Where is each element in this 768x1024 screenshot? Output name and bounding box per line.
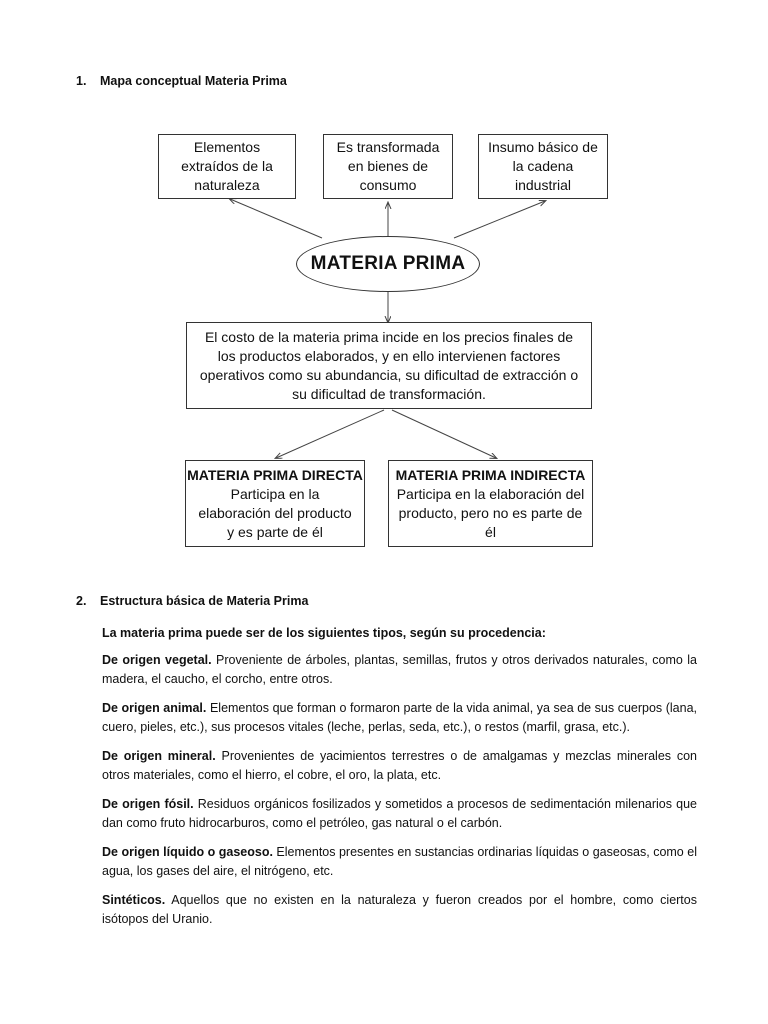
box-costo (186, 322, 592, 409)
item-liquido (102, 843, 697, 881)
arrow-to-indirect-box (392, 410, 496, 458)
arrow-to-direct-box (276, 410, 384, 458)
item-mineral-term: De origen mineral. (102, 749, 216, 763)
item-vegetal-term: De origen vegetal. (102, 653, 212, 667)
item-sinteticos (102, 891, 697, 929)
item-fosil-desc: Residuos orgánicos fosilizados y sometidos a procesos de sedimentación milenarios que dan como fruto hidrocarburos, como el petróleo, gas natural o el carbón. (102, 797, 698, 830)
box-directa (185, 460, 365, 547)
section2-intro (102, 624, 697, 643)
box-indirecta-title: MATERIA PRIMA INDIRECTA (395, 466, 586, 483)
box-indirecta (388, 460, 593, 547)
item-vegetal (102, 651, 697, 689)
materia-prima-ellipse (296, 236, 480, 292)
section2-heading (76, 594, 308, 608)
box-directa-title: MATERIA PRIMA DIRECTA (187, 466, 363, 483)
section1-number: 1. (76, 74, 87, 88)
box-elementos-text: Elementos extraídos de la naturaleza (181, 139, 273, 193)
box-elementos (158, 134, 296, 199)
item-animal-desc: Elementos que forman o formaron parte de la vida animal, ya sea de sus cuerpos (lana, cuero, pieles, etc.), sus procesos vitales (leche, perlas, seda, etc.), o restos (marfil, grasa, etc.). (102, 701, 698, 734)
item-mineral-desc: Provenientes de yacimientos terrestres o de amalgamas y mezclas minerales con otros materiales, como el hierro, el cobre, el oro, la plata, etc. (102, 749, 697, 782)
arrow-to-right-box (454, 201, 545, 238)
box-indirecta-text: Participa en la elaboración del producto, pero no es parte de él (396, 485, 585, 540)
item-sinteticos-desc: Aquellos que no existen en la naturaleza y fueron creados por el hombre, como ciertos isótopos del Uranio. (102, 893, 697, 926)
box-transformada (323, 134, 453, 199)
section2-number: 2. (76, 594, 87, 608)
item-animal (102, 699, 697, 737)
box-directa-text: Participa en la elaboración del producto y es parte de él (198, 485, 352, 540)
arrow-to-left-box (230, 199, 322, 238)
box-costo-text: El costo de la materia prima incide en los precios finales de los productos elaborados, y en ello intervienen factores operativos como su abundancia, su dificultad de extracción o su dificultad de transformación. (199, 328, 579, 402)
item-sinteticos-term: Sintéticos. (102, 893, 166, 907)
item-animal-term: De origen animal. (102, 701, 207, 715)
item-fosil-term: De origen fósil. (102, 797, 194, 811)
section2-title: Estructura básica de Materia Prima (100, 594, 309, 608)
box-insumo-text: Insumo básico de la cadena industrial (488, 139, 598, 193)
item-mineral (102, 747, 697, 785)
item-liquido-term: De origen líquido o gaseoso. (102, 845, 273, 859)
item-liquido-desc: Elementos presentes en sustancias ordinarias líquidas o gaseosas, como el agua, los gases del aire, el nitrógeno, etc. (102, 845, 697, 878)
box-transformada-text: Es transformada en bienes de consumo (336, 139, 440, 193)
materia-prima-label: MATERIA PRIMA (310, 253, 466, 274)
section1-title: Mapa conceptual Materia Prima (100, 74, 287, 88)
box-insumo (478, 134, 608, 199)
item-fosil (102, 795, 697, 833)
item-vegetal-desc: Proveniente de árboles, plantas, semillas, frutos y otros derivados naturales, como la madera, el caucho, el corcho, entre otros. (102, 653, 697, 686)
section2-intro-text: La materia prima puede ser de los siguientes tipos, según su procedencia: (102, 626, 546, 640)
